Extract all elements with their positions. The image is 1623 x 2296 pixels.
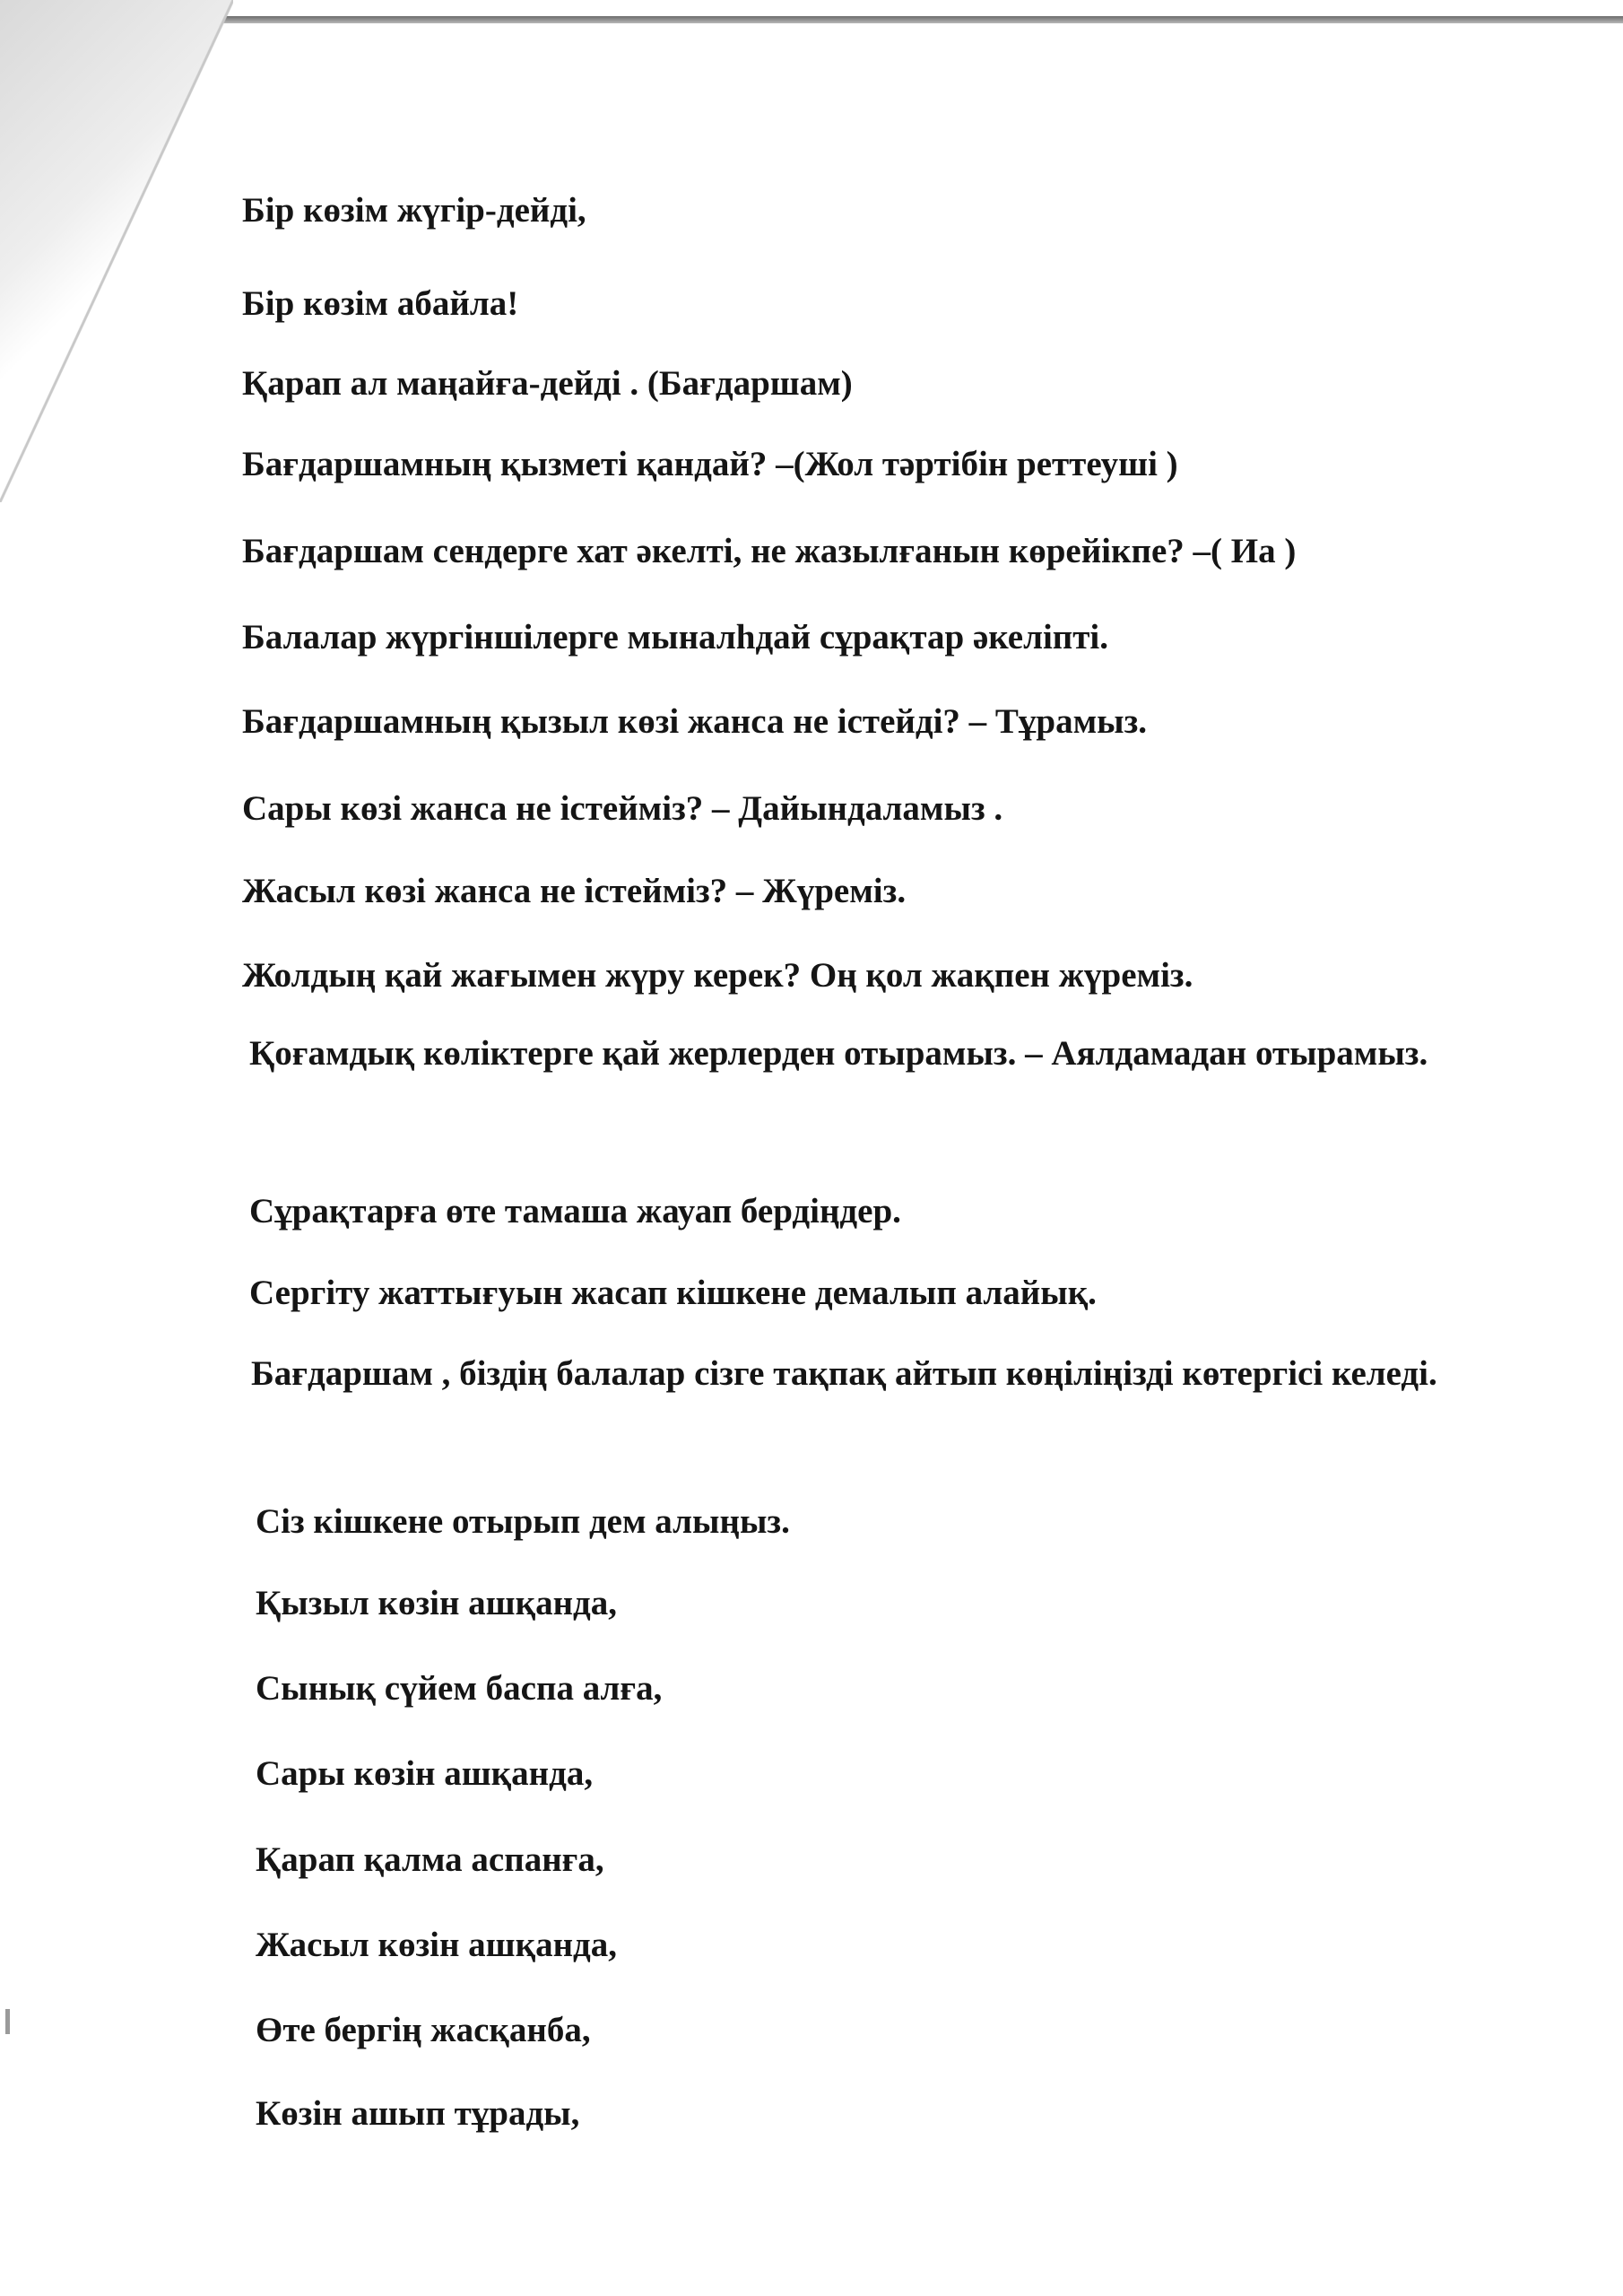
text-line: Қарап ал маңайға-дейді . (Бағдаршам) (242, 364, 853, 403)
text-line: Сіз кішкене отырып дем алыңыз. (256, 1502, 790, 1541)
text-line: Өте бергің жасқанба, (256, 2011, 591, 2049)
text-line: Қарап қалма аспанға, (256, 1840, 604, 1879)
text-line: Сергіту жаттығуын жасап кішкене демалып алайық. (249, 1274, 1097, 1312)
text-paragraph: Бағдаршам , біздің балалар сізге тақпақ айтып көңіліңізді көтергісі келеді. (251, 1354, 1437, 1393)
text-line: Балалар жүргіншілерге мыналһдай сұрақтар әкеліпті. (242, 618, 1108, 657)
text-line: Бір көзім абайла! (242, 284, 519, 323)
text-paragraph: Қоғамдық көліктерге қай жерлерден отырамыз. – Аялдамадан отырамыз. (249, 1034, 1428, 1073)
text-line: Бір көзім жүгір-дейді, (242, 191, 586, 230)
text-line: Сұрақтарға өте тамаша жауап бердіңдер. (249, 1192, 901, 1231)
text-line: Қызыл көзін ашқанда, (256, 1584, 618, 1622)
text-line: Сары көзін ашқанда, (256, 1754, 594, 1793)
text-line: Жасыл көзі жанса не істейміз? – Жүреміз. (242, 872, 907, 910)
text-line: Бағдаршамның қызметі қандай? –(Жол тәртібін реттеуші ) (242, 445, 1178, 483)
text-line: Сары көзі жанса не істейміз? – Дайындаламыз . (242, 789, 1003, 828)
text-line: Көзін ашып тұрады, (256, 2094, 580, 2133)
text-line: Бағдаршамның қызыл көзі жанса не істейді? – Тұрамыз. (242, 702, 1148, 741)
text-line: Жасыл көзін ашқанда, (256, 1926, 618, 1964)
text-line: Бағдаршам сендерге хат әкелті, не жазылғанын көрейікпе? –( Иа ) (242, 532, 1297, 570)
text-line: Жолдың қай жағымен жүру керек? Оң қол жақпен жүреміз. (242, 956, 1193, 995)
text-line: Сынық сүйем баспа алға, (256, 1669, 663, 1708)
